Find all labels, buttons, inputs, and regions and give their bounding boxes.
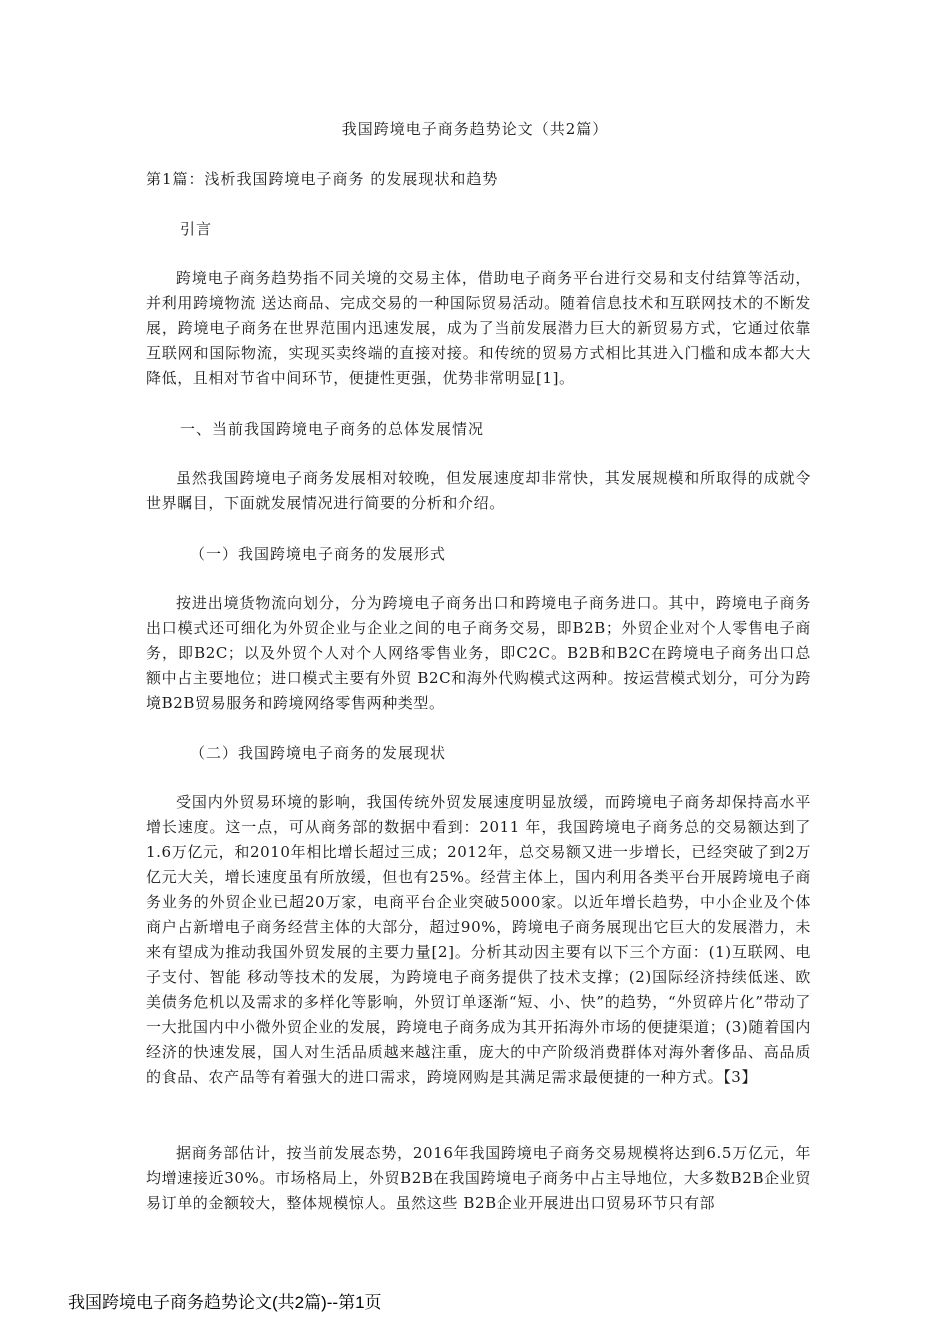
subsection-heading-1: （一）我国跨境电子商务的发展形式 [190,545,447,563]
paragraph-status: 受国内外贸易环境的影响，我国传统外贸发展速度明显放缓，而跨境电子商务却保持高水平增长速度。这一点，可从商务部的数据中看到：2011 年，我国跨境电子商务总的交易额达到了1.6万亿元，和2010年相比增长超过三成；2012年，总交易额又进一步增长，已经突破了到2万亿元大关，增长速度虽有所放缓，但也有25%。经营主体上，国内利用各类平台开展跨境电子商务业务的外贸企业已超20万家，电商平台企业突破5000家。以近年增长趋势，中小企业及个体商户占新增电子商务经营主体的大部分，超过90%，跨境电子商务展现出它巨大的发展潜力，未来有望成为推动我国外贸发展的主要力量[2]。分析其动因主要有以下三个方面：(1)互联网、电子支付、智能 移动等技术的发展，为跨境电子商务提供了技术支撑；(2)国际经济持续低迷、欧美债务危机以及需求的多样化等影响，外贸订单逐渐“短、小、快”的趋势，“外贸碎片化”带动了一大批国内中小微外贸企业的发展，跨境电子商务成为其开拓海外市场的便捷渠道；(3)随着国内经济的快速发展，国人对生活品质越来越注重，庞大的中产阶级消费群体对海外奢侈品、高品质的食品、农产品等有着强大的进口需求，跨境网购是其满足需求最便捷的一种方式。【3】 [146,793,811,1086]
chapter-title: 第1篇：浅析我国跨境电子商务 的发展现状和趋势 [146,170,499,188]
section-heading-1: 一、当前我国跨境电子商务的总体发展情况 [180,420,485,438]
intro-heading: 引言 [180,220,213,238]
document-title: 我国跨境电子商务趋势论文（共2篇） [341,120,609,138]
subsection-heading-2: （二）我国跨境电子商务的发展现状 [190,744,447,762]
paragraph-forecast: 据商务部估计，按当前发展态势，2016年我国跨境电子商务交易规模将达到6.5万亿元，年均增速接近30%。市场格局上，外贸B2B在我国跨境电子商务中占主导地位，大多数B2B企业贸易订单的金额较大，整体规模惊人。虽然这些 B2B企业开展进出口贸易环节只有部 [146,1144,811,1212]
paragraph-intro: 跨境电子商务趋势指不同关境的交易主体，借助电子商务平台进行交易和支付结算等活动，并利用跨境物流 送达商品、完成交易的一种国际贸易活动。随着信息技术和互联网技术的不断发展，跨境电子商务在世界范围内迅速发展，成为了当前发展潜力巨大的新贸易方式，它通过依靠互联网和国际物流，实现买卖终端的直接对接。和传统的贸易方式相比其进入门槛和成本都大大降低，且相对节省中间环节，便捷性更强，优势非常明显[1]。 [146,269,811,387]
paragraph-forms: 按进出境货物流向划分，分为跨境电子商务出口和跨境电子商务进口。其中，跨境电子商务出口模式还可细化为外贸企业与企业之间的电子商务交易，即B2B；外贸企业对个人零售电子商务，即B2C；以及外贸个人对个人网络零售业务，即C2C。B2B和B2C在跨境电子商务出口总额中占主要地位；进口模式主要有外贸 B2C和海外代购模式这两种。按运营模式划分，可分为跨境B2B贸易服务和跨境网络零售两种类型。 [146,594,811,712]
page-footer: 我国跨境电子商务趋势论文(共2篇)--第1页 [68,1293,382,1312]
paragraph-overview: 虽然我国跨境电子商务发展相对较晚，但发展速度却非常快，其发展规模和所取得的成就令世界瞩目，下面就发展情况进行简要的分析和介绍。 [146,469,811,512]
